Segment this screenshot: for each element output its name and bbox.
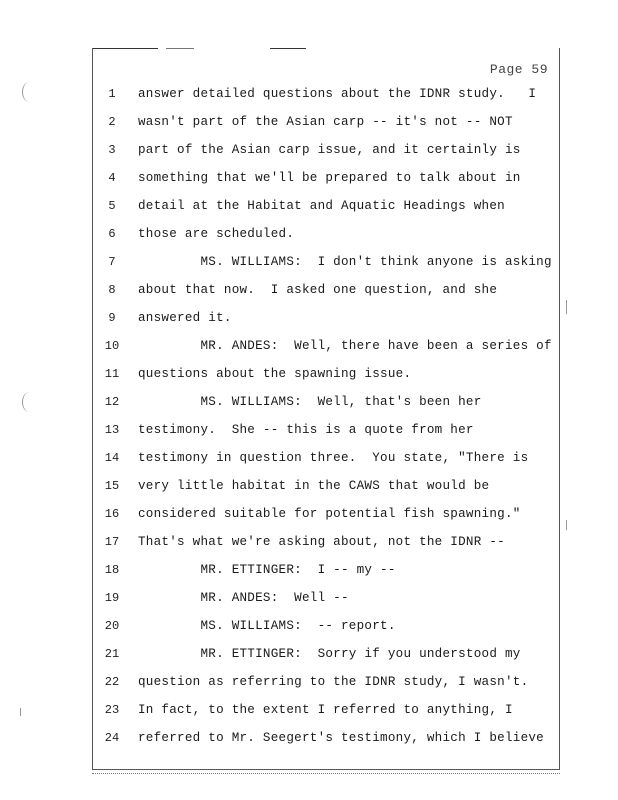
- transcript-line: very little habitat in the CAWS that would be: [138, 479, 490, 493]
- binder-hole-mark: [22, 82, 37, 102]
- line-number: 6: [108, 227, 116, 241]
- line-number: 3: [108, 143, 116, 157]
- page-number: Page 59: [489, 62, 548, 77]
- line-number: 17: [104, 535, 120, 549]
- transcript-line: about that now. I asked one question, and she: [138, 283, 498, 297]
- line-number: 23: [104, 703, 120, 717]
- line-number: 7: [108, 255, 116, 269]
- line-number: 10: [104, 339, 120, 353]
- transcript-line: MS. WILLIAMS: I don't think anyone is asking: [138, 255, 552, 269]
- transcript-line: testimony in question three. You state, "There is: [138, 451, 529, 465]
- transcript-line: questions about the spawning issue.: [138, 367, 412, 381]
- transcript-line: MS. WILLIAMS: -- report.: [138, 619, 396, 633]
- line-number: 11: [104, 367, 120, 381]
- transcript-line: part of the Asian carp issue, and it certainly is: [138, 143, 521, 157]
- line-number: 24: [104, 731, 120, 745]
- line-number: 18: [104, 563, 120, 577]
- transcript-line: answered it.: [138, 311, 232, 325]
- line-number: 13: [104, 423, 120, 437]
- transcript-line: wasn't part of the Asian carp -- it's not -- NOT: [138, 115, 513, 129]
- line-number: 21: [104, 647, 120, 661]
- line-number: 4: [108, 171, 116, 185]
- transcript-line: That's what we're asking about, not the IDNR --: [138, 535, 505, 549]
- bottom-scan-noise: [92, 773, 560, 775]
- transcript-line: MR. ANDES: Well --: [138, 591, 349, 605]
- line-number: 12: [104, 395, 120, 409]
- line-number: 15: [104, 479, 120, 493]
- line-number: 14: [104, 451, 120, 465]
- transcript-line: In fact, to the extent I referred to anything, I: [138, 703, 513, 717]
- line-number: 2: [108, 115, 116, 129]
- transcript-line: MR. ETTINGER: Sorry if you understood my: [138, 647, 521, 661]
- transcript-line: referred to Mr. Seegert's testimony, which I believe: [138, 731, 544, 745]
- line-number: 16: [104, 507, 120, 521]
- transcript-line: testimony. She -- this is a quote from her: [138, 423, 474, 437]
- scan-mark: [566, 300, 567, 314]
- line-number: 5: [108, 199, 116, 213]
- line-number: 20: [104, 619, 120, 633]
- transcript-line: those are scheduled.: [138, 227, 295, 241]
- line-number: 8: [108, 283, 116, 297]
- transcript-line: MS. WILLIAMS: Well, that's been her: [138, 395, 482, 409]
- transcript-line: MR. ANDES: Well, there have been a series of: [138, 339, 552, 353]
- transcript-line: considered suitable for potential fish spawning.": [138, 507, 521, 521]
- transcript-line: something that we'll be prepared to talk about in: [138, 171, 521, 185]
- binder-hole-mark: [22, 392, 37, 412]
- line-number: 1: [108, 87, 116, 101]
- transcript-line: question as referring to the IDNR study, I wasn't.: [138, 675, 529, 689]
- scan-mark: [566, 520, 567, 530]
- transcript-line: detail at the Habitat and Aquatic Headings when: [138, 199, 505, 213]
- line-number: 19: [104, 591, 120, 605]
- line-number: 9: [108, 311, 116, 325]
- transcript-line: MR. ETTINGER: I -- my --: [138, 563, 396, 577]
- transcript-line: answer detailed questions about the IDNR study. I: [138, 87, 537, 101]
- line-number: 22: [104, 675, 120, 689]
- scan-mark: [20, 708, 21, 716]
